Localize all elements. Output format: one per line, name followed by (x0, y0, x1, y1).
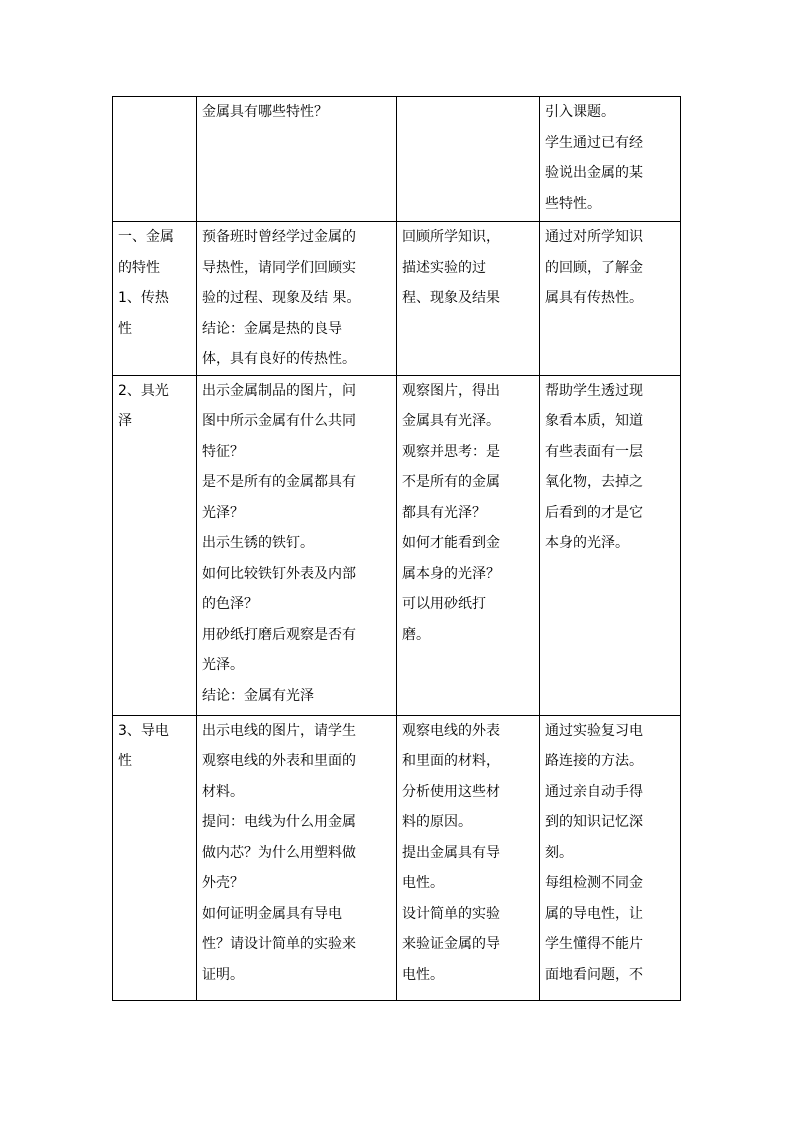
design-intent-cell (540, 97, 681, 222)
cell-text-line: 学生懂得不能片 (545, 936, 643, 952)
cell-text-line: 是不是所有的金属都具有 (202, 474, 356, 490)
table-row (113, 97, 681, 222)
cell-text-line: 不是所有的金属 (402, 474, 500, 490)
cell-text-line: 导热性，请同学们回顾实 (202, 259, 356, 276)
cell-text-line: 些特性。 (545, 195, 601, 212)
cell-text-line: 来验证金属的导 (402, 936, 500, 952)
cell-text-line: 刻。 (545, 844, 573, 861)
cell-text-line: 如何比较铁钉外表及内部 (202, 565, 356, 582)
student-activity-cell (397, 375, 540, 715)
cell-text-line: 回顾所学知识， (402, 229, 500, 245)
cell-text-line: 做内芯？为什么用塑料做 (202, 844, 356, 861)
cell-text-line: 属本身的光泽？ (402, 565, 500, 582)
table-row (113, 222, 681, 376)
cell-text-line: 的色泽？ (202, 596, 258, 612)
cell-text-line: 泽 (118, 413, 132, 429)
teacher-activity-cell (197, 222, 397, 376)
cell-text-line: 观察电线的外表 (402, 722, 500, 739)
cell-text-line: 3、导电 (118, 722, 169, 739)
cell-text-line: 观察图片，得出 (402, 382, 500, 399)
design-intent-cell (540, 375, 681, 715)
lesson-plan-table (112, 96, 681, 1001)
cell-text-line: 电性。 (402, 875, 444, 891)
cell-text-line: 用砂纸打磨后观察是否有 (202, 626, 356, 643)
teacher-activity-cell (197, 375, 397, 715)
design-intent-cell (540, 715, 681, 1000)
table-row (113, 715, 681, 1000)
cell-text-line: 路连接的方法。 (545, 753, 643, 769)
cell-text-line: 属具有传热性。 (545, 290, 643, 306)
cell-text-line: 性？请设计简单的实验来 (202, 936, 356, 952)
section-cell (113, 375, 197, 715)
cell-text-line: 的特性 (118, 259, 160, 276)
cell-text-line: 通过对所学知识 (545, 229, 643, 245)
cell-text-line: 观察电线的外表和里面的 (202, 753, 356, 769)
cell-text-line: 到的知识记忆深 (545, 814, 643, 830)
cell-text-line: 程、现象及结果 (402, 290, 500, 306)
section-cell (113, 97, 197, 222)
cell-text-line: 结论：金属有光泽 (202, 687, 314, 704)
cell-text-line: 提出金属具有导 (402, 844, 500, 861)
cell-text-line: 面地看问题，不 (545, 966, 643, 983)
student-activity-cell (397, 715, 540, 1000)
cell-text-line: 结论：金属是热的良导 (202, 320, 342, 337)
cell-text-line: 光泽？ (202, 504, 244, 521)
cell-text-line: 观察并思考：是 (402, 443, 500, 460)
cell-text-line: 氧化物，去掉之 (545, 474, 643, 490)
cell-text-line: 料的原因。 (402, 814, 472, 830)
section-cell (113, 222, 197, 376)
design-intent-cell (540, 222, 681, 376)
cell-text-line: 每组检测不同金 (545, 875, 643, 891)
cell-text-line: 光泽。 (202, 657, 244, 673)
cell-text-line: 验的过程、现象及结 果。 (202, 290, 361, 306)
teacher-activity-cell (197, 97, 397, 222)
cell-text-line: 象看本质，知道 (545, 413, 643, 429)
cell-text-line: 提问：电线为什么用金属 (202, 814, 356, 830)
section-cell (113, 715, 197, 1000)
cell-text-line: 验说出金属的某 (545, 165, 643, 181)
cell-text-line: 如何才能看到金 (402, 535, 500, 551)
cell-text-line: 特征？ (202, 443, 244, 460)
cell-text-line: 预备班时曾经学过金属的 (202, 229, 356, 245)
cell-text-line: 电性。 (402, 966, 444, 983)
cell-text-line: 出示电线的图片，请学生 (202, 722, 356, 739)
cell-text-line: 都具有光泽？ (402, 504, 486, 521)
cell-text-line: 后看到的才是它 (545, 504, 643, 521)
cell-text-line: 材料。 (202, 783, 244, 800)
cell-text-line: 出示生锈的铁钉。 (202, 535, 314, 551)
student-activity-cell (397, 97, 540, 222)
cell-text-line: 图中所示金属有什么共同 (202, 413, 356, 429)
cell-text-line: 设计简单的实验 (402, 905, 500, 922)
cell-text-line: 出示金属制品的图片，问 (202, 382, 356, 399)
cell-text-line: 2、具光 (118, 382, 169, 399)
cell-text-line: 可以用砂纸打 (402, 596, 486, 612)
cell-text-line: 的回顾，了解金 (545, 259, 643, 276)
cell-text-line: 性 (118, 753, 132, 769)
cell-text-line: 属的导电性，让 (545, 905, 643, 922)
cell-text-line: 本身的光泽。 (545, 535, 629, 551)
cell-text-line: 有些表面有一层 (545, 443, 643, 460)
cell-text-line: 金属具有光泽。 (402, 413, 500, 429)
cell-text-line: 和里面的材料， (402, 753, 500, 769)
cell-text-line: 如何证明金属具有导电 (202, 905, 342, 922)
cell-text-line: 通过亲自动手得 (545, 783, 643, 800)
cell-text-line: 描述实验的过 (402, 259, 486, 276)
table-row (113, 375, 681, 715)
cell-text-line: 外壳？ (202, 875, 244, 891)
cell-text-line: 金属具有哪些特性？ (202, 104, 328, 120)
lesson-plan-body (113, 97, 681, 1001)
cell-text-line: 学生通过已有经 (545, 134, 643, 151)
cell-text-line: 分析使用这些材 (402, 783, 500, 800)
teacher-activity-cell (197, 715, 397, 1000)
cell-text-line: 通过实验复习电 (545, 722, 643, 739)
cell-text-line: 帮助学生透过现 (545, 382, 643, 399)
cell-text-line: 磨。 (402, 626, 430, 643)
cell-text-line: 一、金属 (118, 229, 174, 245)
cell-text-line: 体，具有良好的传热性。 (202, 351, 356, 367)
cell-text-line: 1、传热 (118, 290, 169, 306)
cell-text-line: 证明。 (202, 966, 244, 983)
cell-text-line: 性 (118, 320, 132, 337)
cell-text-line: 引入课题。 (545, 104, 615, 120)
student-activity-cell (397, 222, 540, 376)
